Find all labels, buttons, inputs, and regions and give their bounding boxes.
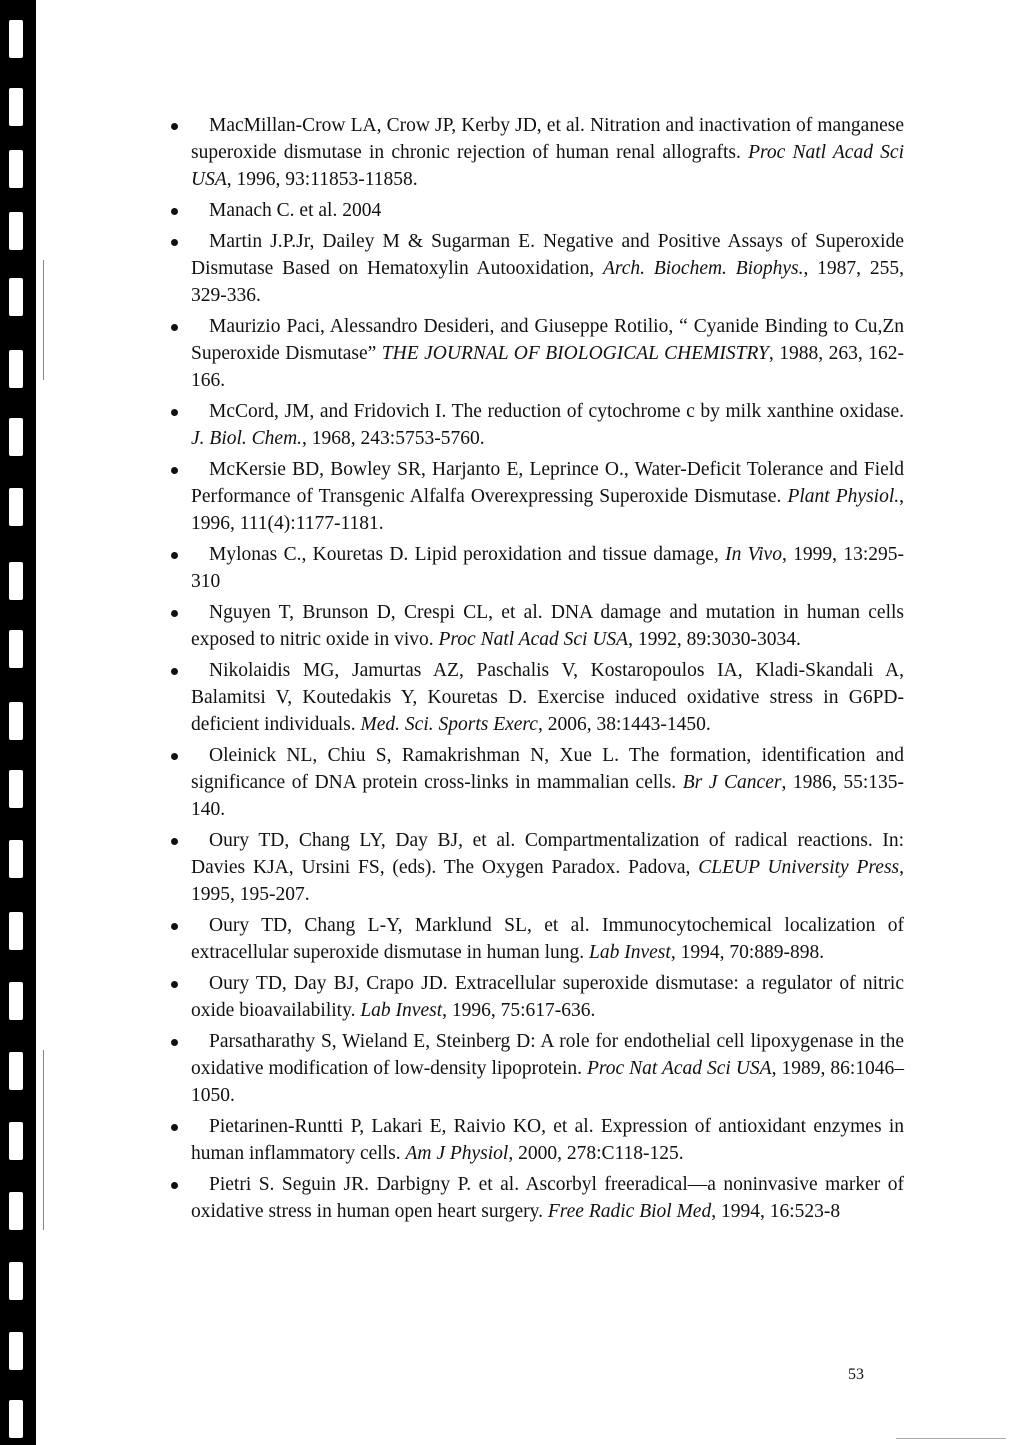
reference-text: Oury TD, Chang L-Y, Marklund SL, et al. Immunocytochemical localization of extracellular superoxide dismutase in human lung. <box>191 915 904 963</box>
reference-journal: Lab Invest <box>589 942 671 963</box>
reference-citation: , 1989, 86:1046–1050. <box>191 1058 904 1106</box>
bullet-icon <box>171 208 178 215</box>
reference-text: McCord, JM, and Fridovich I. The reduction of cytochrome c by milk xanthine oxidase. <box>209 401 904 422</box>
reference-journal: Proc Nat Acad Sci USA <box>586 1058 772 1079</box>
reference-item <box>191 827 904 908</box>
reference-text: Mylonas C., Kouretas D. Lipid peroxidation and tissue damage, <box>209 544 726 565</box>
bullet-icon <box>171 324 178 331</box>
reference-item <box>191 742 904 823</box>
reference-item <box>191 398 904 452</box>
reference-text: Nguyen T, Brunson D, Crespi CL, et al. DNA damage and mutation in human cells exposed to nitric oxide in vivo. <box>191 602 904 650</box>
reference-citation: , 1996, 75:617-636. <box>442 1000 596 1021</box>
reference-citation: , 1996, 111(4):1177-1181. <box>191 486 904 534</box>
bullet-icon <box>171 239 178 246</box>
reference-text: Oury TD, Day BJ, Crapo JD. Extracellular superoxide dismutase: a regulator of nitric oxide bioavailability. <box>191 973 904 1021</box>
reference-citation: , 1994, 70:889-898. <box>670 942 825 963</box>
reference-journal: Proc Natl Acad Sci USA <box>191 142 904 190</box>
reference-journal: Proc Natl Acad Sci USA <box>438 629 629 650</box>
binding-hole <box>9 702 23 740</box>
reference-item <box>191 112 904 193</box>
binding-hole <box>9 912 23 950</box>
bullet-icon <box>171 923 178 930</box>
reference-text: McKersie BD, Bowley SR, Harjanto E, Leprince O., Water-Deficit Tolerance and Field Performance of Transgenic Alfalfa Overexpressing Superoxide Dismutase. <box>191 459 904 507</box>
binding-hole <box>9 562 23 600</box>
bullet-icon <box>171 467 178 474</box>
reference-citation: , 1987, 255, 329-336. <box>191 258 905 306</box>
bullet-icon <box>171 123 178 130</box>
reference-text: Parsatharathy S, Wieland E, Steinberg D: A role for endothelial cell lipoxygenase in the oxidative modification of low-density lipoprotein. <box>191 1031 904 1079</box>
reference-text: Oleinick NL, Chiu S, Ramakrishman N, Xue L. The formation, identification and significance of DNA protein cross-links in mammalian cells. <box>191 745 904 793</box>
reference-citation: , 2000, 278:C118-125. <box>508 1143 684 1164</box>
reference-item <box>191 599 904 653</box>
reference-citation: , 1994, 16:523-8 <box>711 1201 841 1222</box>
bullet-icon <box>171 1124 178 1131</box>
reference-journal: Plant Physiol. <box>787 486 900 507</box>
reference-item <box>191 228 904 309</box>
bullet-icon <box>171 981 178 988</box>
binding-hole <box>9 840 23 878</box>
reference-citation: , 1995, 195-207. <box>191 857 905 905</box>
reference-text: Nikolaidis MG, Jamurtas AZ, Paschalis V, Kostaropoulos IA, Kladi-Skandali A, Balamitsi V, Koutedakis Y, Kouretas D. Exercise induced oxidative stress in G6PD-deficient individuals. <box>191 660 904 735</box>
reference-text: Oury TD, Chang LY, Day BJ, et al. Compartmentalization of radical reactions. In: Davies KJA, Ursini FS, (eds). The Oxygen Paradox. Padova, <box>191 830 904 878</box>
binding-hole <box>9 1262 23 1300</box>
reference-item <box>191 912 904 966</box>
reference-journal: Br J Cancer <box>682 772 782 793</box>
bullet-icon <box>171 409 178 416</box>
bullet-icon <box>171 838 178 845</box>
reference-text: Pietarinen-Runtti P, Lakari E, Raivio KO, et al. Expression of antioxidant enzymes in human inflammatory cells. <box>191 1116 904 1164</box>
bullet-icon <box>171 1039 178 1046</box>
reference-text: Maurizio Paci, Alessandro Desideri, and Giuseppe Rotilio, “ Cyanide Binding to Cu,Zn Superoxide Dismutase” <box>191 316 904 364</box>
reference-item <box>191 313 904 394</box>
reference-citation: , 1992, 89:3030-3034. <box>628 629 801 650</box>
binding-hole <box>9 770 23 808</box>
binding-hole <box>9 88 23 126</box>
binding-hole <box>9 630 23 668</box>
reference-item <box>191 456 904 537</box>
binding-hole <box>9 20 23 58</box>
margin-line <box>43 1050 44 1230</box>
bullet-icon <box>171 610 178 617</box>
reference-citation: , 1988, 263, 162-166. <box>191 343 904 391</box>
reference-journal: Arch. Biochem. Biophys. <box>602 258 804 279</box>
binding-hole <box>9 982 23 1020</box>
reference-journal: Med. Sci. Sports Exerc <box>360 714 538 735</box>
reference-item <box>191 1113 904 1167</box>
binding-hole <box>9 418 23 456</box>
page-number: 53 <box>848 1366 864 1383</box>
binding-hole <box>9 1122 23 1160</box>
reference-list <box>191 112 904 1229</box>
bottom-rule <box>896 1438 1006 1439</box>
bullet-icon <box>171 552 178 559</box>
reference-item <box>191 1171 904 1225</box>
reference-journal: CLEUP University Press <box>698 857 900 878</box>
binding-hole <box>9 278 23 316</box>
bullet-icon <box>171 1182 178 1189</box>
reference-item <box>191 657 904 738</box>
binding-hole <box>9 1192 23 1230</box>
reference-text: MacMillan-Crow LA, Crow JP, Kerby JD, et al. Nitration and inactivation of manganese superoxide dismutase in chronic rejection of human renal allografts. <box>191 115 904 163</box>
reference-journal: THE JOURNAL OF BIOLOGICAL CHEMISTRY <box>381 343 769 364</box>
binding-hole <box>9 1332 23 1370</box>
margin-line <box>43 260 44 380</box>
page <box>36 0 1024 1445</box>
bullet-icon <box>171 753 178 760</box>
reference-journal: J. Biol. Chem. <box>191 428 303 449</box>
reference-item <box>191 541 904 595</box>
reference-journal: Lab Invest <box>360 1000 443 1021</box>
reference-text: Manach C. et al. 2004 <box>209 200 382 221</box>
reference-citation: , 1999, 13:295-310 <box>191 544 904 592</box>
reference-journal: Free Radic Biol Med <box>547 1201 712 1222</box>
reference-item <box>191 197 904 224</box>
reference-citation: , 2006, 38:1443-1450. <box>537 714 711 735</box>
binding-hole <box>9 1052 23 1090</box>
binding-hole <box>9 150 23 188</box>
binding-hole <box>9 1400 23 1438</box>
reference-journal: In Vivo <box>725 544 782 565</box>
bullet-icon <box>171 668 178 675</box>
binding-hole <box>9 488 23 526</box>
reference-text: Pietri S. Seguin JR. Darbigny P. et al. Ascorbyl freeradical—a noninvasive marker of oxidative stress in human open heart surgery. <box>191 1174 904 1222</box>
reference-citation: , 1986, 55:135-140. <box>191 772 904 820</box>
binding-hole <box>9 350 23 388</box>
reference-citation: , 1968, 243:5753-5760. <box>302 428 485 449</box>
binding-hole <box>9 212 23 250</box>
reference-journal: Am J Physiol <box>405 1143 509 1164</box>
reference-item <box>191 1028 904 1109</box>
reference-item <box>191 970 904 1024</box>
reference-citation: , 1996, 93:11853-11858. <box>226 169 418 190</box>
reference-text: Martin J.P.Jr, Dailey M & Sugarman E. Negative and Positive Assays of Superoxide Dismutase Based on Hematoxylin Autooxidation, <box>191 231 904 279</box>
